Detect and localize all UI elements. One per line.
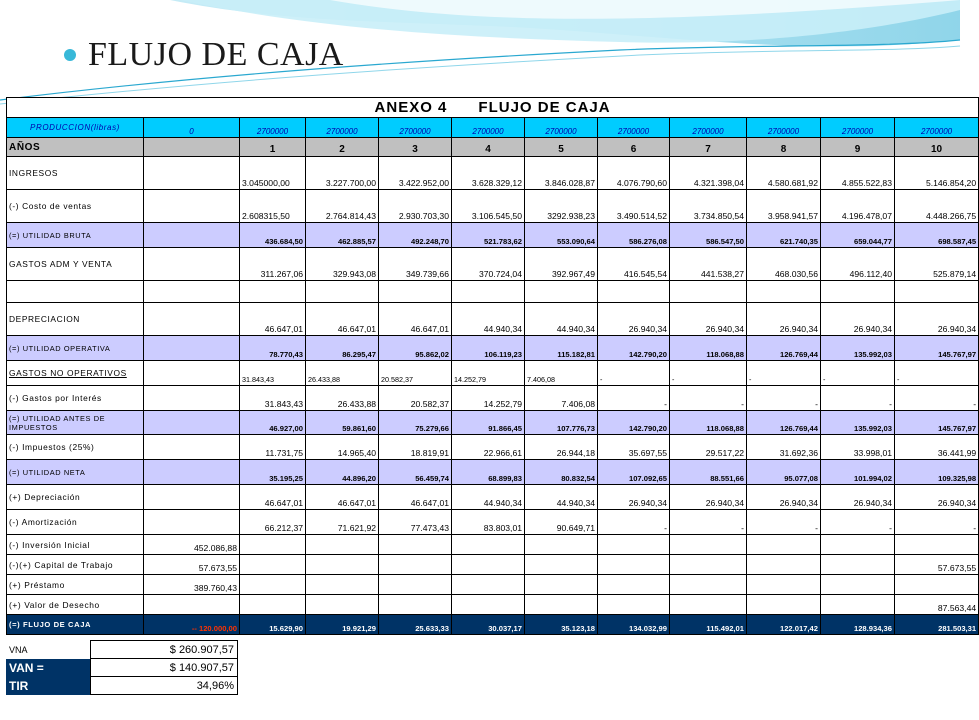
year-10-cell: 4.448.266,75 (895, 190, 979, 223)
year-3-cell (379, 575, 452, 595)
row-label: PRODUCCION(libras) (7, 118, 144, 138)
year-6-cell: 2700000 (598, 118, 670, 138)
year-9-cell: 26.940,34 (821, 485, 895, 510)
year-8-cell: 126.769,44 (747, 411, 821, 435)
year-7-cell: 2700000 (670, 118, 747, 138)
year-4-cell: 30.037,17 (452, 615, 525, 635)
year-4-cell (452, 535, 525, 555)
year-1-cell: 35.195,25 (240, 460, 306, 485)
year-8-cell: 126.769,44 (747, 336, 821, 361)
year-7-cell: 115.492,01 (670, 615, 747, 635)
year-4-cell (452, 555, 525, 575)
year-10-cell: 2700000 (895, 118, 979, 138)
year-5-cell: 80.832,54 (525, 460, 598, 485)
tir-row (6, 677, 238, 695)
year-6-cell (598, 555, 670, 575)
table-row (7, 157, 979, 190)
table-row (7, 281, 979, 303)
annex-number: ANEXO 4 (374, 99, 448, 116)
year-5-cell: 44.940,34 (525, 303, 598, 336)
row-label: (-) Costo de ventas (7, 190, 144, 223)
year-5-cell: 26.944,18 (525, 435, 598, 460)
year-9-cell (821, 595, 895, 615)
year-8-cell: 122.017,42 (747, 615, 821, 635)
table-row (7, 138, 979, 157)
year-7-cell: 586.547,50 (670, 223, 747, 248)
table-row (7, 223, 979, 248)
year-10-cell: - (895, 510, 979, 535)
year-0-cell (144, 595, 240, 615)
year-0-cell (144, 485, 240, 510)
year-9-cell: 496.112,40 (821, 248, 895, 281)
year-0-cell (144, 386, 240, 411)
year-1-cell: 31.843,43 (240, 386, 306, 411)
year-3-cell (379, 595, 452, 615)
row-label: (=) UTILIDAD NETA (7, 460, 144, 485)
year-8-cell: 468.030,56 (747, 248, 821, 281)
year-5-cell: 115.182,81 (525, 336, 598, 361)
valuation-summary (6, 640, 238, 695)
year-5-cell: 553.090,64 (525, 223, 598, 248)
year-10-cell: - (895, 386, 979, 411)
year-8-cell: 621.740,35 (747, 223, 821, 248)
year-0-cell (144, 223, 240, 248)
year-8-cell: 3.958.941,57 (747, 190, 821, 223)
year-0-cell: 0 (144, 118, 240, 138)
table-row (7, 386, 979, 411)
year-9-cell: 128.934,36 (821, 615, 895, 635)
year-3-cell: 3 (379, 138, 452, 157)
year-7-cell: - (670, 510, 747, 535)
year-10-cell (895, 281, 979, 303)
cash-flow-table (6, 97, 979, 635)
year-4-cell: 91.866,45 (452, 411, 525, 435)
year-2-cell: 86.295,47 (306, 336, 379, 361)
table-row (7, 615, 979, 635)
year-6-cell: - (598, 510, 670, 535)
year-5-cell: 90.649,71 (525, 510, 598, 535)
row-label: (-) Inversión Inicial (7, 535, 144, 555)
year-2-cell: 2.764.814,43 (306, 190, 379, 223)
year-4-cell (452, 575, 525, 595)
year-6-cell: 416.545,54 (598, 248, 670, 281)
year-5-cell: 3.846.028,87 (525, 157, 598, 190)
annex-header-row (7, 98, 979, 118)
row-label: (-) Impuestos (25%) (7, 435, 144, 460)
row-label: (-)(+) Capital de Trabajo (7, 555, 144, 575)
year-8-cell (747, 535, 821, 555)
year-4-cell: 521.783,62 (452, 223, 525, 248)
table-row (7, 435, 979, 460)
year-10-cell (895, 575, 979, 595)
year-3-cell: 3.422.952,00 (379, 157, 452, 190)
year-4-cell: 370.724,04 (452, 248, 525, 281)
year-8-cell: 31.692,36 (747, 435, 821, 460)
slide-title: FLUJO DE CAJA (88, 36, 344, 73)
year-8-cell (747, 555, 821, 575)
table-row (7, 485, 979, 510)
year-4-cell: 22.966,61 (452, 435, 525, 460)
van-value: $ 140.907,57 (91, 659, 238, 677)
year-1-cell: 66.212,37 (240, 510, 306, 535)
year-2-cell: 329.943,08 (306, 248, 379, 281)
year-9-cell: - (821, 386, 895, 411)
year-1-cell (240, 575, 306, 595)
vna-value: $ 260.907,57 (91, 641, 238, 659)
row-label: (-) Amortización (7, 510, 144, 535)
year-3-cell: 95.862,02 (379, 336, 452, 361)
year-2-cell: 26.433,88 (306, 386, 379, 411)
year-1-cell: 11.731,75 (240, 435, 306, 460)
year-2-cell: 46.647,01 (306, 303, 379, 336)
year-2-cell (306, 281, 379, 303)
year-5-cell: 2700000 (525, 118, 598, 138)
year-8-cell: - (747, 386, 821, 411)
year-2-cell: 71.621,92 (306, 510, 379, 535)
year-4-cell: 44.940,34 (452, 485, 525, 510)
year-1-cell (240, 595, 306, 615)
year-2-cell: 462.885,57 (306, 223, 379, 248)
year-0-cell (144, 138, 240, 157)
year-9-cell (821, 281, 895, 303)
year-4-cell: 68.899,83 (452, 460, 525, 485)
year-3-cell: 77.473,43 (379, 510, 452, 535)
year-10-cell: 145.767,97 (895, 336, 979, 361)
year-0-cell (144, 510, 240, 535)
year-9-cell: 659.044,77 (821, 223, 895, 248)
year-10-cell: 26.940,34 (895, 485, 979, 510)
year-6-cell: 6 (598, 138, 670, 157)
year-0-cell (144, 157, 240, 190)
year-4-cell: 106.119,23 (452, 336, 525, 361)
table-row (7, 411, 979, 435)
year-6-cell: 142.790,20 (598, 411, 670, 435)
vna-row (6, 641, 238, 659)
year-2-cell: 26.433,88 (306, 361, 379, 386)
table-row (7, 118, 979, 138)
year-3-cell: 46.647,01 (379, 485, 452, 510)
year-8-cell: 4.580.681,92 (747, 157, 821, 190)
year-4-cell (452, 595, 525, 615)
table-row (7, 460, 979, 485)
year-2-cell (306, 595, 379, 615)
year-2-cell: 44.896,20 (306, 460, 379, 485)
year-8-cell: - (747, 361, 821, 386)
year-9-cell (821, 575, 895, 595)
year-7-cell: 29.517,22 (670, 435, 747, 460)
year-3-cell: 492.248,70 (379, 223, 452, 248)
year-8-cell (747, 575, 821, 595)
year-2-cell: 2700000 (306, 118, 379, 138)
year-5-cell: 107.776,73 (525, 411, 598, 435)
year-6-cell: 586.276,08 (598, 223, 670, 248)
year-0-cell (144, 460, 240, 485)
year-5-cell (525, 281, 598, 303)
row-label: INGRESOS (7, 157, 144, 190)
year-3-cell: 75.279,66 (379, 411, 452, 435)
year-10-cell: 57.673,55 (895, 555, 979, 575)
year-7-cell: 118.068,88 (670, 411, 747, 435)
year-9-cell (821, 555, 895, 575)
year-10-cell: 281.503,31 (895, 615, 979, 635)
year-6-cell (598, 595, 670, 615)
year-10-cell: 5.146.854,20 (895, 157, 979, 190)
year-10-cell: 36.441,99 (895, 435, 979, 460)
year-9-cell: 33.998,01 (821, 435, 895, 460)
year-4-cell: 3.628.329,12 (452, 157, 525, 190)
year-0-cell (144, 303, 240, 336)
year-9-cell: 135.992,03 (821, 336, 895, 361)
year-10-cell: 26.940,34 (895, 303, 979, 336)
year-7-cell: 4.321.398,04 (670, 157, 747, 190)
table-row (7, 361, 979, 386)
year-3-cell: 46.647,01 (379, 303, 452, 336)
year-0-cell (144, 248, 240, 281)
year-6-cell (598, 575, 670, 595)
year-0-cell: -- 120.000,00 (144, 615, 240, 635)
table-row (7, 595, 979, 615)
year-7-cell: - (670, 386, 747, 411)
row-label: (-) Gastos por Interés (7, 386, 144, 411)
year-9-cell: 9 (821, 138, 895, 157)
year-7-cell (670, 575, 747, 595)
table-row (7, 535, 979, 555)
year-10-cell: 87.563,44 (895, 595, 979, 615)
year-5-cell: 7.406,08 (525, 361, 598, 386)
table-row (7, 303, 979, 336)
year-0-cell (144, 336, 240, 361)
year-10-cell: 10 (895, 138, 979, 157)
row-label: (=) FLUJO DE CAJA (7, 615, 144, 635)
annex-title: FLUJO DE CAJA (478, 99, 611, 116)
year-8-cell: 2700000 (747, 118, 821, 138)
year-0-cell (144, 435, 240, 460)
row-label: GASTOS ADM Y VENTA (7, 248, 144, 281)
year-6-cell: 3.490.514,52 (598, 190, 670, 223)
year-2-cell: 3.227.700,00 (306, 157, 379, 190)
year-8-cell: 26.940,34 (747, 485, 821, 510)
year-1-cell: 3.045000,00 (240, 157, 306, 190)
year-0-cell (144, 411, 240, 435)
year-5-cell (525, 595, 598, 615)
year-7-cell (670, 535, 747, 555)
year-5-cell (525, 535, 598, 555)
year-1-cell: 1 (240, 138, 306, 157)
year-7-cell: 441.538,27 (670, 248, 747, 281)
year-0-cell: 57.673,55 (144, 555, 240, 575)
table-row (7, 190, 979, 223)
year-9-cell: 26.940,34 (821, 303, 895, 336)
year-7-cell: 7 (670, 138, 747, 157)
year-9-cell (821, 535, 895, 555)
year-2-cell: 2 (306, 138, 379, 157)
year-1-cell (240, 535, 306, 555)
year-9-cell: 2700000 (821, 118, 895, 138)
year-4-cell: 14.252,79 (452, 361, 525, 386)
year-5-cell: 3292.938,23 (525, 190, 598, 223)
year-6-cell: 107.092,65 (598, 460, 670, 485)
year-1-cell: 78.770,43 (240, 336, 306, 361)
year-0-cell (144, 361, 240, 386)
year-10-cell: 109.325,98 (895, 460, 979, 485)
row-label: (=) UTILIDAD ANTES DE IMPUESTOS (7, 411, 144, 435)
year-6-cell (598, 535, 670, 555)
row-label: (+) Préstamo (7, 575, 144, 595)
year-7-cell: 88.551,66 (670, 460, 747, 485)
year-10-cell: 145.767,97 (895, 411, 979, 435)
year-10-cell: - (895, 361, 979, 386)
van-row (6, 659, 238, 677)
year-5-cell: 44.940,34 (525, 485, 598, 510)
year-1-cell: 15.629,90 (240, 615, 306, 635)
year-2-cell (306, 555, 379, 575)
year-6-cell (598, 281, 670, 303)
year-9-cell: 135.992,03 (821, 411, 895, 435)
year-6-cell: 134.032,99 (598, 615, 670, 635)
year-8-cell (747, 595, 821, 615)
year-2-cell: 46.647,01 (306, 485, 379, 510)
year-2-cell: 19.921,29 (306, 615, 379, 635)
year-1-cell: 46.647,01 (240, 303, 306, 336)
year-4-cell: 83.803,01 (452, 510, 525, 535)
year-8-cell: 95.077,08 (747, 460, 821, 485)
row-label: (+) Valor de Desecho (7, 595, 144, 615)
year-5-cell (525, 555, 598, 575)
bullet-icon (64, 49, 76, 61)
tir-value: 34,96% (91, 677, 238, 695)
annex-title-cell (7, 98, 979, 118)
year-1-cell: 46.927,00 (240, 411, 306, 435)
year-7-cell (670, 555, 747, 575)
year-9-cell: - (821, 510, 895, 535)
year-8-cell: - (747, 510, 821, 535)
year-10-cell: 698.587,45 (895, 223, 979, 248)
year-3-cell: 349.739,66 (379, 248, 452, 281)
year-4-cell: 2700000 (452, 118, 525, 138)
year-9-cell: 101.994,02 (821, 460, 895, 485)
year-3-cell: 2.930.703,30 (379, 190, 452, 223)
year-3-cell: 2700000 (379, 118, 452, 138)
year-7-cell: - (670, 361, 747, 386)
year-2-cell (306, 575, 379, 595)
table-row (7, 555, 979, 575)
row-label: AÑOS (7, 138, 144, 157)
table-row (7, 575, 979, 595)
year-0-cell: 389.760,43 (144, 575, 240, 595)
year-1-cell: 436.684,50 (240, 223, 306, 248)
year-2-cell (306, 535, 379, 555)
year-2-cell: 59.861,60 (306, 411, 379, 435)
year-6-cell: 26.940,34 (598, 485, 670, 510)
year-3-cell: 25.633,33 (379, 615, 452, 635)
row-label: (=) UTILIDAD OPERATIVA (7, 336, 144, 361)
year-6-cell: 26.940,34 (598, 303, 670, 336)
year-7-cell (670, 595, 747, 615)
slide-title-area (64, 36, 344, 74)
year-3-cell (379, 535, 452, 555)
year-8-cell (747, 281, 821, 303)
year-9-cell: 4.196.478,07 (821, 190, 895, 223)
year-6-cell: 35.697,55 (598, 435, 670, 460)
year-5-cell: 35.123,18 (525, 615, 598, 635)
row-label (7, 281, 144, 303)
table-row (7, 510, 979, 535)
year-9-cell: - (821, 361, 895, 386)
tir-label: TIR (6, 677, 91, 695)
year-4-cell: 3.106.545,50 (452, 190, 525, 223)
row-label: (+) Depreciación (7, 485, 144, 510)
year-1-cell: 46.647,01 (240, 485, 306, 510)
year-0-cell: 452.086,88 (144, 535, 240, 555)
year-6-cell: 142.790,20 (598, 336, 670, 361)
year-0-cell (144, 190, 240, 223)
year-4-cell: 44.940,34 (452, 303, 525, 336)
year-3-cell: 18.819,91 (379, 435, 452, 460)
year-3-cell (379, 281, 452, 303)
year-7-cell: 3.734.850,54 (670, 190, 747, 223)
year-1-cell: 2.608315,50 (240, 190, 306, 223)
year-9-cell: 4.855.522,83 (821, 157, 895, 190)
year-3-cell: 20.582,37 (379, 361, 452, 386)
year-4-cell (452, 281, 525, 303)
year-1-cell: 31.843,43 (240, 361, 306, 386)
year-3-cell: 20.582,37 (379, 386, 452, 411)
year-0-cell (144, 281, 240, 303)
year-5-cell: 5 (525, 138, 598, 157)
year-1-cell (240, 555, 306, 575)
van-label: VAN = (6, 659, 91, 677)
year-3-cell (379, 555, 452, 575)
year-7-cell (670, 281, 747, 303)
year-4-cell: 4 (452, 138, 525, 157)
year-3-cell: 56.459,74 (379, 460, 452, 485)
year-6-cell: - (598, 361, 670, 386)
year-6-cell: 4.076.790,60 (598, 157, 670, 190)
year-7-cell: 26.940,34 (670, 485, 747, 510)
year-6-cell: - (598, 386, 670, 411)
year-5-cell: 392.967,49 (525, 248, 598, 281)
year-4-cell: 14.252,79 (452, 386, 525, 411)
year-7-cell: 26.940,34 (670, 303, 747, 336)
table-row (7, 336, 979, 361)
row-label: DEPRECIACION (7, 303, 144, 336)
row-label: (=) UTILIDAD BRUTA (7, 223, 144, 248)
year-10-cell (895, 535, 979, 555)
year-10-cell: 525.879,14 (895, 248, 979, 281)
vna-label: VNA (9, 644, 28, 655)
row-label: GASTOS NO OPERATIVOS (7, 361, 144, 386)
year-1-cell: 2700000 (240, 118, 306, 138)
table-row (7, 248, 979, 281)
year-8-cell: 8 (747, 138, 821, 157)
year-5-cell: 7.406,08 (525, 386, 598, 411)
year-1-cell: 311.267,06 (240, 248, 306, 281)
year-1-cell (240, 281, 306, 303)
year-7-cell: 118.068,88 (670, 336, 747, 361)
year-8-cell: 26.940,34 (747, 303, 821, 336)
year-2-cell: 14.965,40 (306, 435, 379, 460)
year-5-cell (525, 575, 598, 595)
